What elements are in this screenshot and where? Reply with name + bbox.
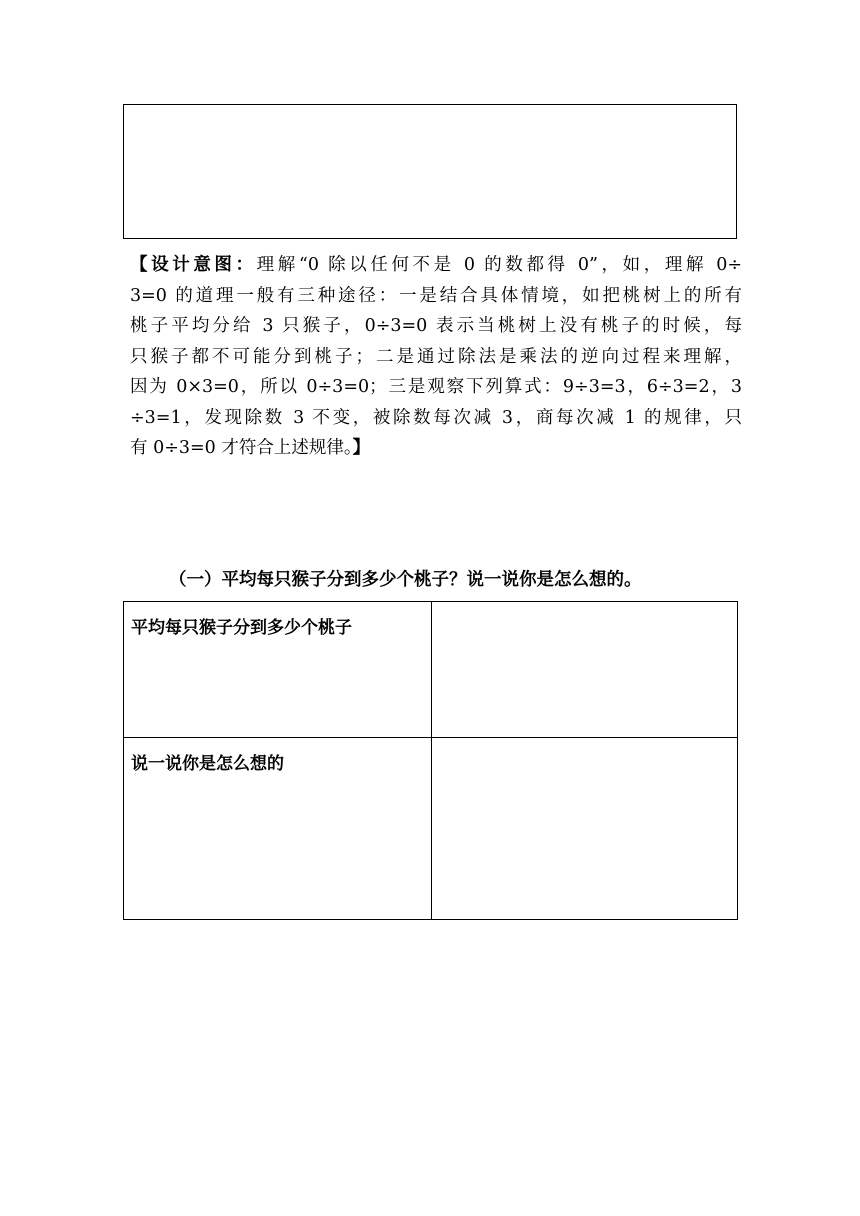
answer-cell[interactable] [432,602,738,738]
design-intent-line-7 [130,433,742,464]
answer-text [432,602,737,613]
answer-cell[interactable] [432,738,738,920]
question-cell [124,602,432,738]
table-row [124,602,738,738]
design-intent-line-5: 因为 0×3=0，所以 0÷3=0；三是观察下列算式：9÷3=3，6÷3=2，3 [130,377,742,397]
question-heading: （一）平均每只猴子分到多少个桃子？说一说你是怎么想的。 [169,570,642,590]
design-intent-bracket-close: 】 [352,438,371,458]
question-label: 平均每只猴子分到多少个桃子 [131,618,352,638]
design-intent-last-text: 有 0÷3=0 才符合上述规律。 [130,438,353,458]
answer-table [123,601,738,920]
design-intent-line-6: ÷3=1，发现除数 3 不变，被除数每次减 3，商每次减 1 的规律，只 [130,407,742,428]
design-intent-paragraph [130,250,742,464]
question-cell [124,738,432,920]
table-row [124,738,738,920]
question-label: 说一说你是怎么想的 [131,754,284,774]
design-intent-text: 理解“0 除以任何不是 0 的数都得 0”，如，理解 0÷ [256,255,743,275]
design-intent-line-4: 只猴子都不可能分到桃子；二是通过除法是乘法的逆向过程来理解， [130,346,742,367]
design-intent-line-2: 3=0 的道理一般有三种途径：一是结合具体情境，如把桃树上的所有 [130,285,742,306]
design-intent-line-1 [130,250,742,281]
answer-text [432,738,737,749]
blank-answer-box [123,104,737,239]
design-intent-label: 设计意图： [151,255,257,275]
design-intent-bracket-open: 【 [130,255,152,275]
design-intent-line-3: 桃子平均分给 3 只猴子，0÷3=0 表示当桃树上没有桃子的时候，每 [130,316,742,336]
